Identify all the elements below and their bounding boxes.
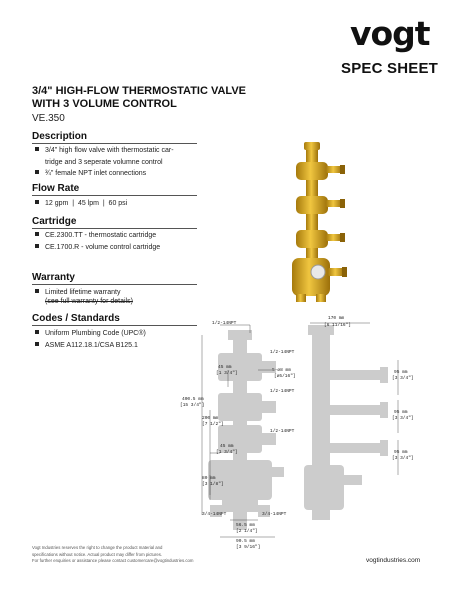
warranty-divider (32, 284, 197, 285)
label-side-95-2-in: [3 3/4"] (392, 416, 414, 421)
description-item-1-continued: tridge and 3 seperate volumne control (45, 159, 163, 166)
side-view (304, 325, 388, 520)
label-5mm-in: [ø5/16"] (274, 374, 296, 379)
bullet-icon (35, 289, 39, 293)
label-90: 90.5 mm (236, 539, 255, 544)
flow-rate-divider (32, 195, 197, 196)
label-bottom-left: 3/4-14NPT (202, 512, 227, 517)
product-title-line-1: 3/4" HIGH-FLOW THERMOSTATIC VALVE (32, 85, 247, 97)
description-heading: Description (32, 131, 88, 142)
flow-rate-value: 12 gpm | 45 lpm | 60 psi (35, 198, 205, 209)
codes-divider (32, 325, 197, 326)
label-side-95-3: 95 mm (394, 450, 408, 455)
label-45mm-1: 45 mm (218, 365, 232, 370)
description-divider (32, 143, 197, 144)
footer-line-1: Vogt Industries reserves the right to change the product material and (32, 545, 163, 550)
bullet-icon (35, 342, 39, 346)
description-item-1: 3/4" high flow valve with thermostatic car- (35, 145, 205, 156)
label-side-top-in: [6 11/16"] (324, 323, 352, 328)
product-title (32, 85, 272, 111)
vogt-logo: vogt (350, 14, 430, 53)
label-56: 56.5 mm (236, 523, 255, 528)
cartridge-item-1: CE.2300.TT - thermostatic cartridge (35, 230, 205, 241)
bullet-icon (35, 244, 39, 248)
codes-heading: Codes / Standards (32, 313, 120, 324)
bullet-icon (35, 330, 39, 334)
label-200: 200 mm (202, 416, 219, 421)
description-item-2: ¾" female NPT inlet connections (35, 168, 205, 179)
warranty-heading: Warranty (32, 272, 75, 283)
warranty-item-1: Limited lifetime warranty (35, 287, 205, 298)
cartridge-divider (32, 228, 197, 229)
document-type-label: SPEC SHEET (341, 60, 439, 77)
dimension-labels (180, 315, 414, 550)
valve-product-photo (280, 140, 355, 305)
label-bottom-right: 3/4-14NPT (262, 512, 287, 517)
label-45mm-2-in: [1 3/4"] (216, 450, 238, 455)
label-side-95-3-in: [3 3/4"] (392, 456, 414, 461)
label-right-middle: 1/2-14NPT (270, 389, 295, 394)
label-right-lower: 1/2-14NPT (270, 429, 295, 434)
label-45mm-2: 45 mm (220, 444, 234, 449)
label-400: 400.5 mm (182, 397, 204, 402)
label-right-upper: 1/2-14NPT (270, 350, 295, 355)
flow-rate-heading: Flow Rate (32, 183, 80, 194)
label-5mm: 5-ø8 mm (272, 368, 291, 373)
label-80: 80 mm (202, 476, 216, 481)
codes-item-2: ASME A112.18.1/CSA B125.1 (35, 340, 205, 351)
footer-line-3: For further enquiries or assistance please contact customercare@vogtindustries.com (32, 558, 194, 563)
technical-drawing (180, 315, 440, 555)
website-link[interactable]: vogtindustries.com (366, 557, 421, 564)
label-top-left: 1/2-14NPT (212, 321, 237, 326)
cartridge-heading: Cartridge (32, 216, 77, 227)
bullet-icon (35, 232, 39, 236)
footer-line-2: specifications without notice. Actual product may differ from pictures. (32, 551, 163, 557)
label-400-in: [15 3/4"] (180, 403, 205, 408)
bullet-icon (35, 170, 39, 174)
label-side-top: 170 mm (328, 316, 345, 321)
label-90-in: [3 9/16"] (236, 545, 261, 550)
label-56-in: [2 1/4"] (236, 529, 258, 534)
warranty-details-link[interactable]: (see full warranty for details) (45, 298, 133, 305)
label-side-95-1: 95 mm (394, 370, 408, 375)
label-200-in: [7 1/2"] (202, 422, 224, 427)
model-number: VE.350 (32, 113, 65, 124)
label-80-in: [3 1/8"] (202, 482, 224, 487)
label-45mm-1-in: [1 3/4"] (216, 371, 238, 376)
codes-item-1: Uniform Plumbing Code (UPC®) (35, 328, 205, 339)
cartridge-item-2: CE.1700.R - volume control cartridge (35, 242, 205, 253)
footer-disclaimer (32, 545, 282, 565)
label-side-95-1-in: [3 3/4"] (392, 376, 414, 381)
product-title-line-2: WITH 3 VOLUME CONTROL (32, 98, 177, 110)
bullet-icon (35, 147, 39, 151)
bullet-icon (35, 200, 39, 204)
label-side-95-2: 95 mm (394, 410, 408, 415)
